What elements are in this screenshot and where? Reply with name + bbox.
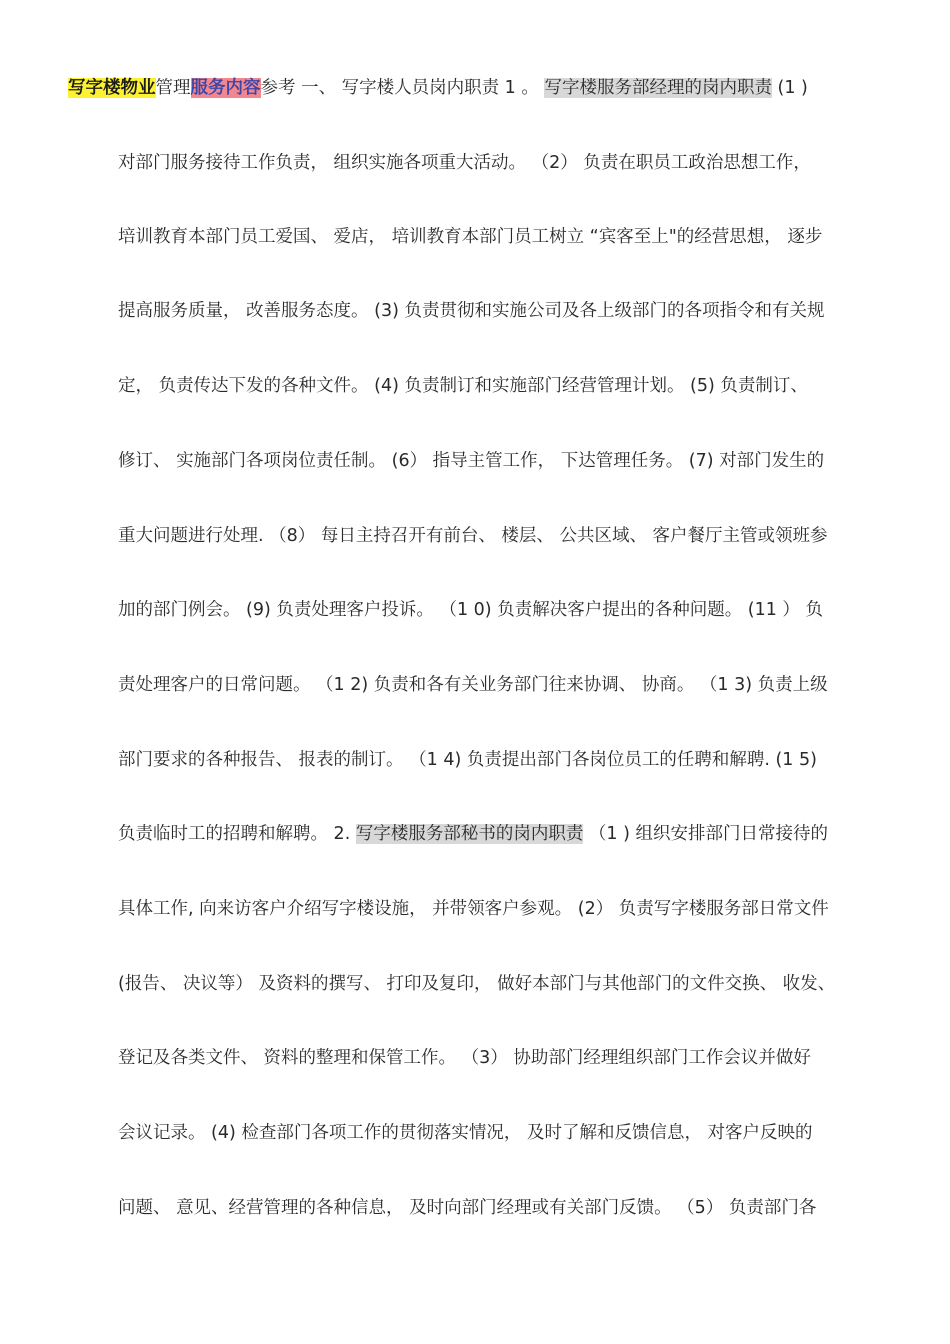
text-line-14: 登记及各类文件、 资料的整理和保管工作。 （3） 协助部门经理组织部门工作会议并做好 <box>118 1048 811 1068</box>
text-line-7: 重大问题进行处理. （8） 每日主持召开有前台、 楼层、 公共区域、 客户餐厅主管或领班参 <box>118 526 828 546</box>
text-line-9: 责处理客户的日常问题。 （1 2) 负责和各有关业务部门往来协调、 协商。 （1 3) 负责上级 <box>118 675 828 695</box>
text-line-6: 修订、 实施部门各项岗位责任制。 (6） 指导主管工作， 下达管理任务。 (7) 对部门发生的 <box>118 451 825 471</box>
highlight-title: 写字楼物业 <box>68 78 156 98</box>
text-line-11 <box>118 822 918 846</box>
text-line-5: 定， 负责传达下发的各种文件。 (4) 负责制订和实施部门经营管理计划。 (5) 负责制订、 <box>118 376 808 396</box>
text-line-1 <box>68 76 868 100</box>
text-fragment: (1 ) <box>771 78 808 98</box>
text-fragment: （1 ) 组织安排部门日常接待的 <box>583 824 828 844</box>
highlight-service-content: 服务内容 <box>190 78 261 98</box>
text-fragment: 管理 <box>155 78 191 98</box>
highlight-secretary-duties: 写字楼服务部秘书的岗内职责 <box>355 824 584 844</box>
text-line-8: 加的部门例会。 (9) 负责处理客户投诉。 （1 0) 负责解决客户提出的各种问题。 (11 ） 负 <box>118 600 823 620</box>
text-line-10: 部门要求的各种报告、 报表的制订。 （1 4) 负责提出部门各岗位员工的任聘和解聘. (1 5) <box>118 750 817 770</box>
text-line-2: 对部门服务接待工作负责， 组织实施各项重大活动。 （2） 负责在职员工政治思想工作， <box>118 153 811 173</box>
text-line-4: 提高服务质量， 改善服务态度。 (3) 负责贯彻和实施公司及各上级部门的各项指令和有关规 <box>118 301 825 321</box>
text-line-16: 问题、 意见、经营管理的各种信息， 及时向部门经理或有关部门反馈。 （5） 负责部门各 <box>118 1198 817 1218</box>
highlight-manager-duties: 写字楼服务部经理的岗内职责 <box>544 78 772 98</box>
text-fragment: 负责临时工的招聘和解聘。 2. <box>118 824 356 844</box>
text-line-3: 培训教育本部门员工爱国、 爱店， 培训教育本部门员工树立 “宾客至上"的经营思想， 逐步 <box>118 227 823 247</box>
text-line-13: (报告、 决议等） 及资料的撰写、 打印及复印， 做好本部门与其他部门的文件交换、 收发、 <box>118 974 836 994</box>
text-line-12: 具体工作, 向来访客户介绍写字楼设施， 并带领客户参观。 (2） 负责写字楼服务部日常文件 <box>118 899 829 919</box>
text-fragment: 参考 一、 写字楼人员岗内职责 1 。 <box>260 78 545 98</box>
text-line-15: 会议记录。 (4) 检查部门各项工作的贯彻落实情况， 及时了解和反馈信息， 对客户反映的 <box>118 1123 813 1143</box>
